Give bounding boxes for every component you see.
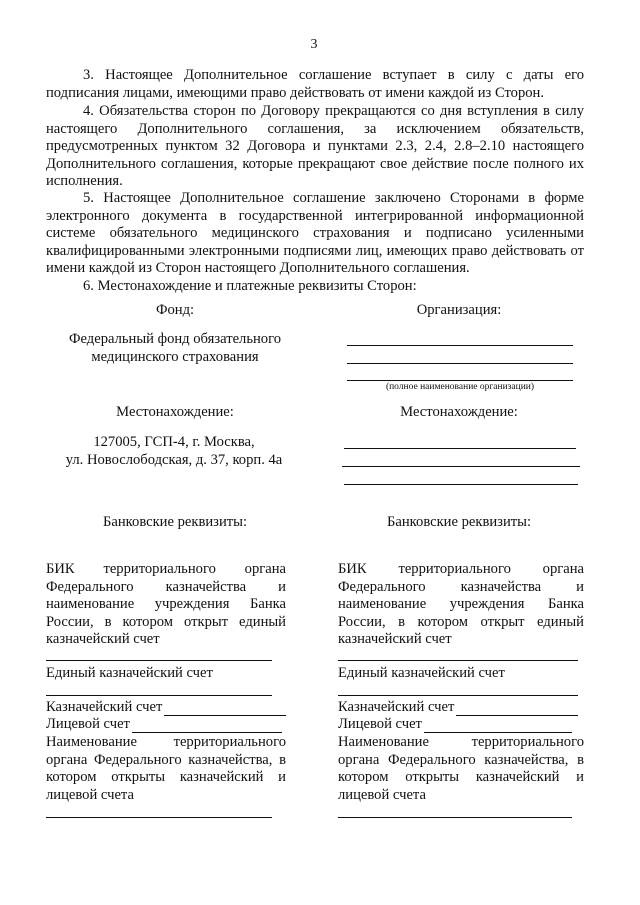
org-treasury-account-label: Казначейский счет (338, 699, 455, 715)
org-single-account-line (338, 695, 578, 696)
org-treasury-account-row (338, 699, 578, 716)
fund-treasury-account-row (46, 699, 286, 716)
fund-treasury-name-text: Наименование территориального органа Федерального казначейства, в котором открыты казначейский и лицевой счета (46, 734, 286, 803)
fund-bik-line (46, 660, 272, 661)
org-single-account-label: Единый казначейский счет (338, 665, 505, 681)
org-address-line-1 (344, 448, 576, 449)
org-treasury-name-line (338, 817, 572, 818)
fund-single-account-line (46, 695, 272, 696)
fund-bank-heading: Банковские реквизиты: (103, 514, 247, 530)
fund-treasury-account-label: Казначейский счет (46, 699, 163, 715)
org-name-line-3 (347, 380, 573, 381)
org-heading: Организация: (416, 302, 502, 318)
fund-single-account-label: Единый казначейский счет (46, 665, 213, 681)
paragraph-6: 6. Местонахождение и платежные реквизиты Сторон: (83, 278, 417, 294)
fund-bik-text: БИК территориального органа Федерального казначейства и наименование учреждения Банка России, в котором открыт единый казначейский счет (46, 561, 286, 647)
org-name-line-2 (347, 363, 573, 364)
fund-address-line2: ул. Новослободская, д. 37, корп. 4а (65, 452, 283, 468)
org-name-line-1 (347, 345, 573, 346)
org-address-line-2 (342, 466, 580, 467)
fund-address-line1: 127005, ГСП-4, г. Москва, (93, 434, 255, 450)
paragraph-5: 5. Настоящее Дополнительное соглашение заключено Сторонами в форме электронного документа в государственной интегрированной информационной системе обязательного медицинского страхования и подписано усиленными квалифицированными электронными подписями лиц, имеющих право действовать от имени каждой из Сторон настоящего Дополнительного соглашения. (46, 190, 584, 276)
org-personal-account-label: Лицевой счет (338, 716, 422, 732)
fund-personal-account-row (46, 716, 282, 733)
fund-name: Федеральный фонд обязательного медицинского страхования (68, 331, 282, 365)
fund-treasury-name-line (46, 817, 272, 818)
fund-location-heading: Местонахождение: (116, 404, 234, 420)
org-name-caption: (полное наименование организации) (385, 382, 535, 392)
fund-personal-account-label: Лицевой счет (46, 716, 130, 732)
org-bik-line (338, 660, 578, 661)
org-personal-account-row (338, 716, 572, 733)
page-number: 3 (310, 37, 318, 52)
fund-heading: Фонд: (155, 302, 195, 318)
org-address-line-3 (344, 484, 578, 485)
org-location-heading: Местонахождение: (400, 404, 518, 420)
org-treasury-name-text: Наименование территориального органа Федерального казначейства, в котором открыты казначейский и лицевой счета (338, 734, 584, 803)
paragraph-3: 3. Настоящее Дополнительное соглашение вступает в силу с даты его подписания лицами, имеющими право действовать от имени каждой из Сторон. (46, 67, 584, 101)
org-bank-heading: Банковские реквизиты: (387, 514, 531, 530)
org-bik-text: БИК территориального органа Федерального казначейства и наименование учреждения Банка России, в котором открыт единый казначейский счет (338, 561, 584, 647)
paragraph-4: 4. Обязательства сторон по Договору прекращаются со дня вступления в силу настоящего Дополнительного соглашения, за исключением обязательств, предусмотренных пунктом 32 Договора и пунктами 2.3, 2.4, 2.8–2.10 настоящего Дополнительного соглашения, которые прекращают свое действие после полного их исполнения. (46, 103, 584, 189)
